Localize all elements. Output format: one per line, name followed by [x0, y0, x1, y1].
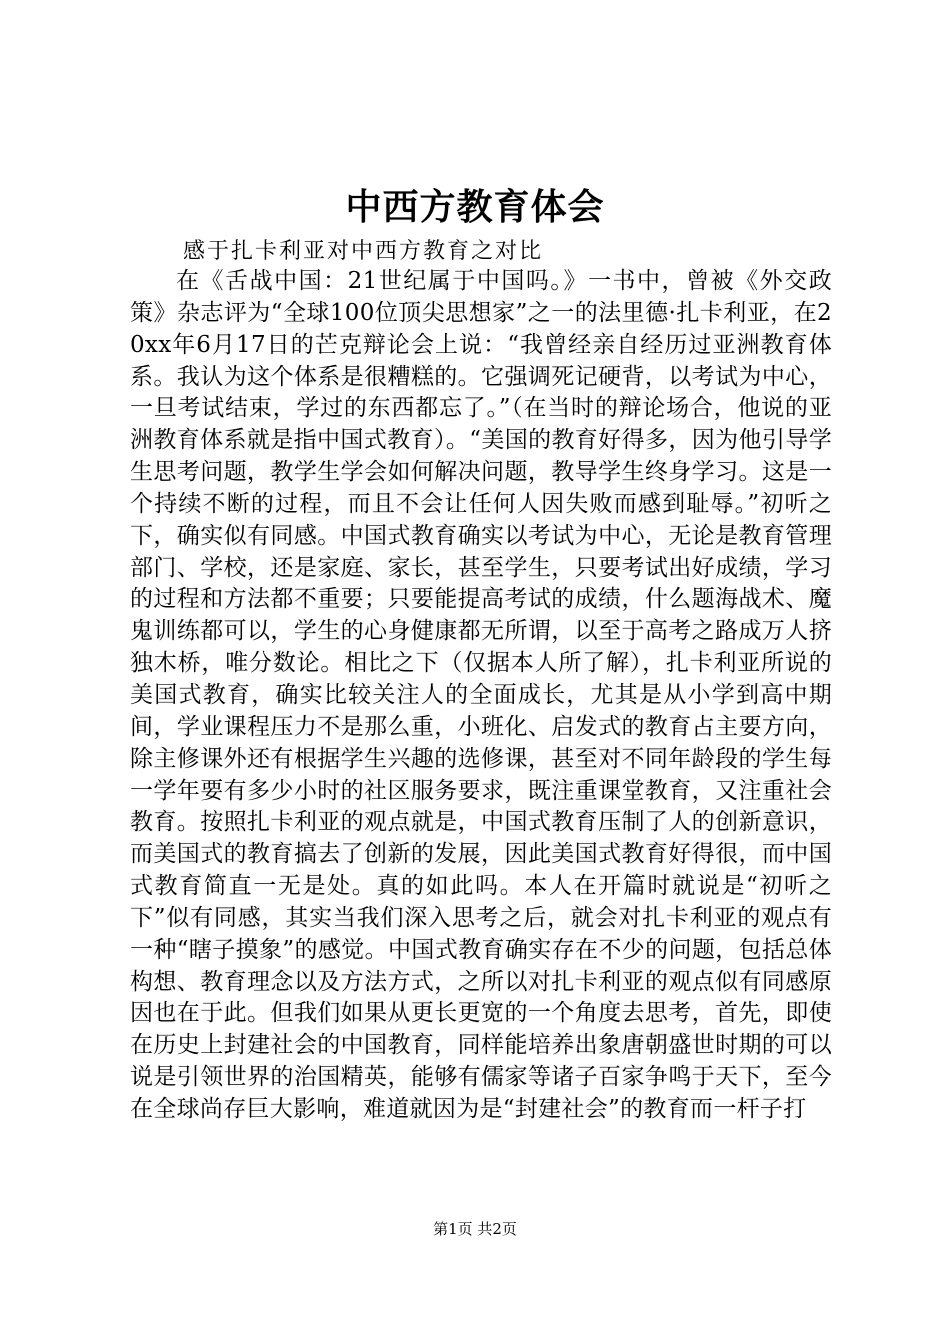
document-title: 中西方教育体会	[345, 187, 605, 228]
body-paragraph: 在《舌战中国：21世纪属于中国吗。》一书中，曾被《外交政策》杂志评为“全球100位顶尖思想家”之一的法里德·扎卡利亚，在20xx年6月17日的芒克辩论会上说：“我曾经亲自经历过亚洲教育体系。我认为这个体系是很糟糕的。它强调死记硬背，以考试为中心，一旦考试结束，学过的东西都忘了。”（在当时的辩论场合，他说的亚洲教育体系就是指中国式教育）。“美国的教育好得多，因为他引导学生思考问题，教学生学会如何解决问题，教导学生终身学习。这是一个持续不断的过程，而且不会让任何人因失败而感到耻辱。”初听之下，确实似有同感。中国式教育确实以考试为中心，无论是教育管理部门、学校，还是家庭、家长，甚至学生，只要考试出好成绩，学习的过程和方法都不重要；只要能提高考试的成绩，什么题海战术、魔鬼训练都可以，学生的心身健康都无所谓，以至于高考之路成万人挤独木桥，唯分数论。相比之下（仅据本人所了解），扎卡利亚所说的美国式教育，确实比较关注人的全面成长，尤其是从小学到高中期间，学业课程压力不是那么重，小班化、启发式的教育占主要方向，除主修课外还有根据学生兴趣的选修课，甚至对不同年龄段的学生每一学年要有多少小时的社区服务要求，既注重课堂教育，又注重社会教育。按照扎卡利亚的观点就是，中国式教育压制了人的创新意识，而美国式的教育搞去了创新的发展，因此美国式教育好得很，而中国式教育简直一无是处。真的如此吗。本人在开篇时就说是“初听之下”似有同感，其实当我们深入思考之后，就会对扎卡利亚的观点有一种“瞎子摸象”的感觉。中国式教育确实存在不少的问题，包括总体构想、教育理念以及方法方式，之所以对扎卡利亚的观点似有同感原因也在于此。但我们如果从更长更宽的一个角度去思考，首先，即使在历史上封建社会的中国教育，同样能培养出象唐朝盛世时期的可以说是引领世界的治国精英，能够有儒家等诸子百家争鸣于天下，至今在全球尚存巨大影响，难道就因为是“封建社会”的教育而一杆子打	[130, 268, 832, 1122]
document-subtitle: 感于扎卡利亚对中西方教育之对比	[183, 239, 544, 264]
page-footer: 第1页 共2页	[433, 1220, 517, 1238]
